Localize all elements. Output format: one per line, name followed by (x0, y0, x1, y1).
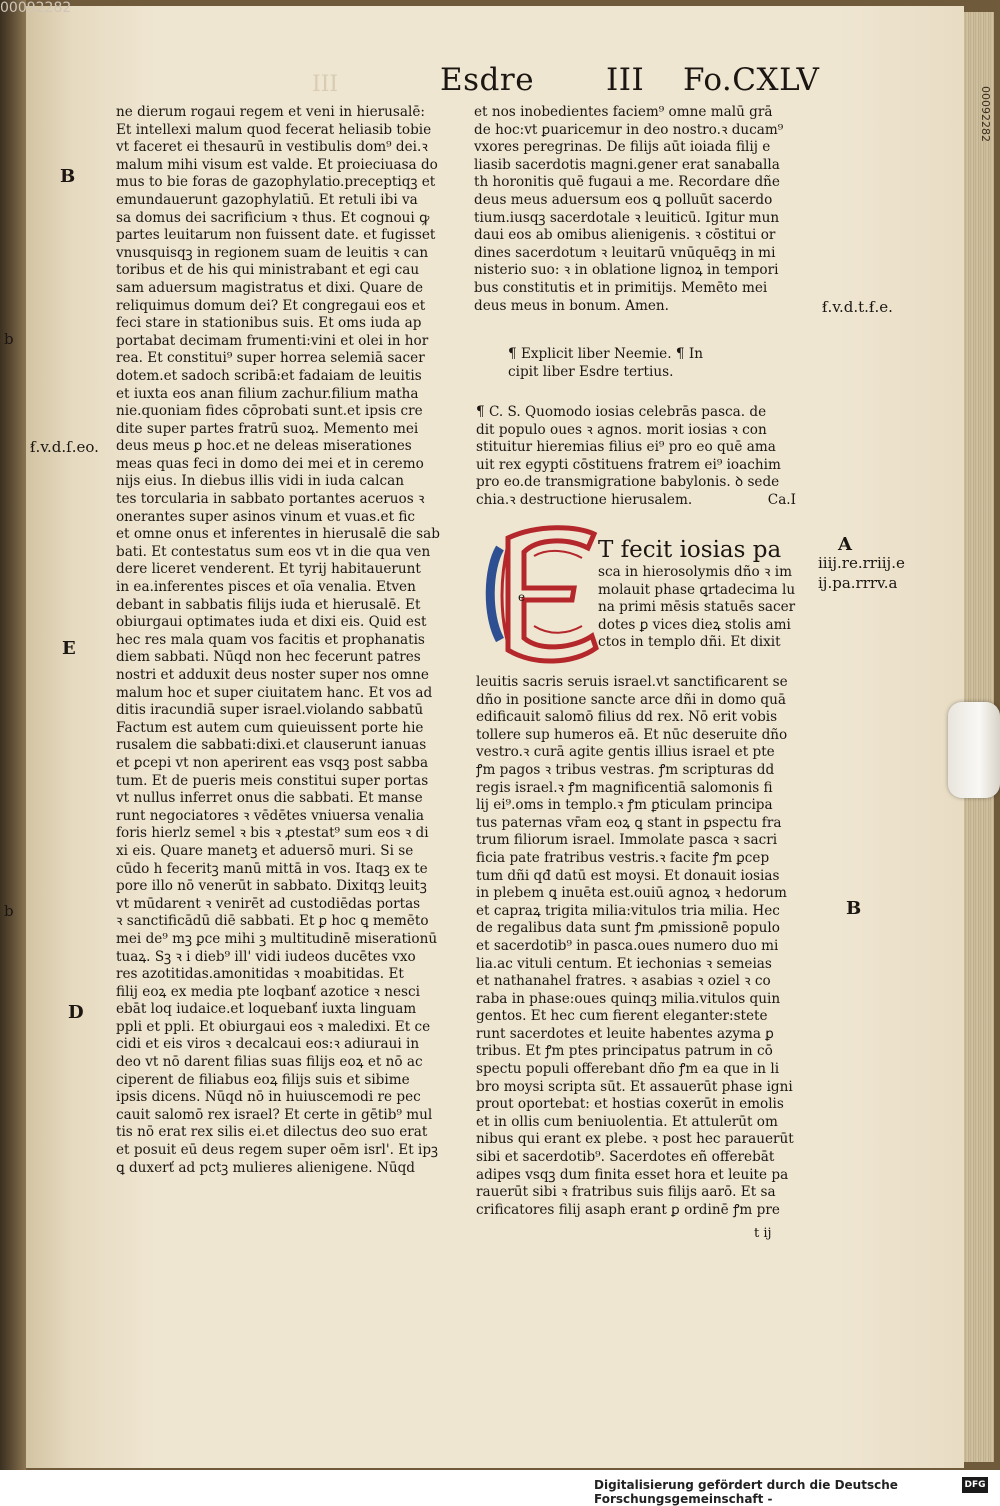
text-line: ipsis dicens. Nūqd nō in huiuscemodi re pec (116, 1089, 421, 1106)
text-line: portabat decimam frumenti:vini et olei in hor (116, 332, 429, 349)
text-line: cūdo h̄ feceritꝫ manū mittā in vos. Itaqꝫ ex te (116, 860, 428, 877)
text-line: et capraꝝ trigita milia:vitulos tria milia. Hec (476, 902, 780, 919)
margin-reference-right-3: ij.pa.rrrv.a (818, 574, 898, 592)
text-line: deus meus in bonum. Amen. (474, 297, 669, 314)
text-line: dere liceret venderent. Et tyrij habitauerunt (116, 561, 421, 578)
text-line: runt negociatores ꝛ vēdētes vniuersa venalia (116, 807, 424, 824)
header-folio: Fo.CXLV (683, 62, 820, 98)
text-line: ne dierum rogaui regem et veni in hierusalē: (116, 104, 425, 120)
text-line: malum mihi visum est valde. Et proieciuasa do (116, 156, 438, 173)
text-column-right-top (474, 104, 814, 315)
text-line: nostri et adduxit deus noster super nos omne (116, 667, 429, 683)
text-line: ficia pate fratribus vestris.ꝛ facite ꝭm ꝑcep (476, 849, 770, 866)
text-line: bati. Et contestatus sum eos vt in die qua ven (116, 543, 431, 560)
text-line: xi eis. Quare manetꝫ et aduersō muri. Si se (116, 842, 414, 859)
text-line: daui eos ab omibus alienigenis. ꝛ cōstitui or (474, 227, 776, 244)
text-line: gentos. Et hec cum fierent eleganter:stete (476, 1008, 768, 1025)
text-line: vxores peregrinas. De filijs aūt ioiada filij e (474, 139, 771, 156)
explicit-line: cipit liber Esdre tertius. (508, 363, 674, 380)
text-line: dño in positione sancte arce dñi in domo quā (476, 691, 786, 708)
text-line: bus constitutis et in primitijs. Memēto mei (474, 279, 768, 296)
margin-letter-b-right: B (846, 898, 862, 919)
text-line: hec res mala quam vos facitis et prophanatis (116, 631, 425, 648)
footer-credit: Digitalisierung gefördert durch die Deutsche Forschungsgemeinschaft - (594, 1478, 898, 1506)
chapter-summary (476, 404, 816, 510)
text-line: mus to bie foras de gazophylatio.preceptiqꝫ et (116, 174, 436, 191)
text-line: dite super partes fratrū suoꝝ. Memento mei (116, 420, 419, 437)
text-line: tis nō erat rex silis ei.et dilectus deo suo erat (116, 1124, 428, 1141)
text-line: rusalem die sabbati:dixi.et clauserunt ianuas (116, 737, 427, 754)
text-line: tium.iusqꝫ sacerdotale ꝛ leuiticū. Igitur mun (474, 209, 780, 226)
text-line: tollere sup humeros eā. Et nūc deseruite dño (476, 726, 788, 743)
summary-line: pro eo.de transmigratione babylonis. ꝺ sede (476, 474, 780, 491)
text-line: na primi mēsis statuēs sacer (598, 599, 796, 616)
text-line: res azotitidas.amonitidas ꝛ moabitidas. Et (116, 966, 404, 983)
text-line: dotes ꝑ vices dieꝝ stolis ami (598, 616, 791, 633)
summary-line: uit rex egypti cōstituens fratrem ei⁹ ioachim (476, 456, 781, 473)
text-line: diem sabbati. Nūqd non hec fecerunt patres (116, 649, 421, 666)
summary-line: stituitur hieremias filius ei⁹ pro eo quē ama (476, 439, 776, 456)
faint-numeral: III (312, 72, 339, 97)
text-line: obiurgaui optimates iuda et dixi eis. Quid est (116, 614, 427, 631)
text-line: crificatores filij asaph erant ꝑ ordinē ꝭm pre (476, 1201, 780, 1218)
text-line: edificauit salomō filius dd rex. Nō erit vobis (476, 709, 778, 726)
margin-letter-e: E (62, 638, 76, 659)
explicit-line: ¶ Explicit liber Neemie. ¶ In (508, 346, 703, 362)
margin-letter-a: A (838, 534, 852, 555)
text-line: Et intellexi malum quod fecerat heliasib tobie (116, 121, 432, 138)
text-line: lia.ac vituli centum. Et iechonias ꝛ semeias (476, 955, 772, 972)
text-line: feci stare in stationibus suis. Et oms iuda ap (116, 315, 422, 332)
text-line: toribus et de his qui ministrabant et egi cau (116, 262, 420, 279)
text-line: vt faceret ei thesaurū in vestibulis dom⁹ dei.ꝛ (116, 139, 428, 156)
text-line: deo vt nō darent filias suas filijs eoꝝ et nō ac (116, 1054, 423, 1071)
initial-lines (598, 564, 818, 652)
text-line: ebāt loq iudaice.et loquebanť iuxta linguam (116, 1001, 417, 1018)
text-line: foris hierlz semel ꝛ bis ꝛ ꝓtestat⁹ sum eos ꝛ di (116, 825, 429, 842)
initial-paragraph (598, 536, 818, 652)
text-line: bro moysi scripta sūt. Et assauerūt phase igni (476, 1078, 793, 1095)
text-line: ciperent de filiabus eoꝝ filijs suis et sibime (116, 1071, 410, 1088)
edge-mark-b: b (4, 902, 14, 920)
text-line: liasib sacerdotis magni.gener erat sanaballa (474, 156, 780, 173)
text-line: vestro.ꝛ curā agite gentis illius israel et pte (476, 744, 775, 761)
text-line: molauit phase ꝗrtadecima lu (598, 581, 796, 598)
text-line: dotem.et sadoch scribā:et fadaiam de leuitis (116, 367, 422, 384)
text-column-right-bottom (476, 674, 816, 1219)
dropcap-guide-letter: e (518, 590, 526, 604)
text-line: et iuxta eos anan filium zachur.filium matha (116, 385, 419, 402)
scan-id-top: 00092282 (0, 0, 72, 16)
scan-id-right: 00092282 (979, 86, 992, 142)
text-line: th horonitis quē fugaui a me. Recordare dñe (474, 174, 780, 191)
page-clip (948, 702, 1000, 798)
text-line: prout oportebat: et hostias coxerūt in emolis (476, 1096, 784, 1113)
text-line: runt sacerdotes et leuite habentes azyma ꝑ (476, 1025, 774, 1042)
signature-mark: t ij (754, 1226, 772, 1241)
text-line: et nathanahel fratres. ꝛ asabias ꝛ oziel ꝛ co (476, 973, 771, 990)
text-line: regis israel.ꝛ ꝭm magnificentiā salomonis fi (476, 779, 773, 796)
text-line: nisterio suo: ꝛ in oblatione lignoꝝ in tempori (474, 262, 779, 279)
decorated-initial (478, 518, 602, 666)
summary-line: chia.ꝛ destructione hierusalem. (476, 491, 693, 508)
text-line: lij ei⁹.oms in templo.ꝛ ꝭm ꝑticulam principa (476, 797, 773, 814)
text-line: nijs eius. In diebus illis vidi in iuda calcan (116, 473, 404, 490)
text-line: tum dñi qđ datū est moysi. Et donauit iosias (476, 867, 780, 884)
text-line: tribus. Et ꝭm ptes principatus patrum in cō (476, 1043, 773, 1060)
initial-first-line: T fecit iosias pa (598, 537, 782, 563)
text-line: sca in hierosolymis dño ꝛ im (598, 564, 792, 580)
text-line: cidi et eis viros ꝛ decalcaui eos:ꝛ adiuraui in (116, 1036, 420, 1053)
text-line: raba in phase:oues quinqꝫ milia.vitulos quin (476, 990, 781, 1007)
text-line: tus paternas vr̄am eoꝝ ꝗ stant in ꝑspectu fra (476, 814, 782, 831)
text-line: emundauerunt gazophylatiū. Et retuli ibi va (116, 191, 418, 208)
text-line: in ea.inferentes pisces et oīa venalia. Etven (116, 579, 416, 596)
text-line: sam aduersum magistratus et dixi. Quare de (116, 279, 424, 296)
text-line: vt nullus inferret onus die sabbati. Et manse (116, 790, 423, 807)
text-line: meas quas feci in domo dei mei et in ceremo (116, 455, 424, 472)
text-line: ꝛ sanctificādū diē sabbati. Et ꝑ hoc ꝗ memēto (116, 913, 429, 930)
text-line: sibi et sacerdotib⁹. Sacerdotes eñ offerebāt (476, 1149, 775, 1166)
text-line: mei de⁹ mꝫ ꝑce mihi ꝫ multitudinē miserationū (116, 930, 438, 947)
text-line: et ꝑcepi vt non aperirent eas vsqꝫ post sabba (116, 754, 429, 771)
text-line: vnusquisqꝫ in regionem suam de leuitis ꝛ can (116, 244, 429, 261)
text-line: spectu populi offerebant dño ꝭm ea que in li (476, 1061, 780, 1078)
margin-reference-right-1: ẜ.v.d.t.ẜ.e. (822, 298, 893, 316)
text-line: cauit salomō rex israel? Et certe in gētib⁹ mul (116, 1106, 433, 1123)
text-line: onerantes super asinos vinum et vuas.et fic (116, 508, 416, 525)
text-line: partes leuitarum non fuissent date. et fugisset (116, 227, 436, 244)
running-header (0, 62, 1000, 102)
text-line: debant in sabbatis filijs iuda et hierusalē. Et (116, 596, 421, 613)
text-line: tum. Et de pueris meis constitui super portas (116, 772, 429, 789)
text-line: leuitis sacris seruis israel.vt sanctificarent se (476, 674, 788, 690)
text-line: vt mūdarent ꝛ venirēt ad custodiēdas portas (116, 895, 421, 912)
text-column-left (116, 104, 462, 1177)
text-line: adipes vsqꝫ dum finita esset hora et leuite pa (476, 1166, 789, 1183)
text-line: nibus qui erant ex plebe. ꝛ post hec parauerūt (476, 1131, 794, 1148)
text-line: malum hoc et super ciuitatem hanc. Et vos ad (116, 684, 433, 701)
margin-letter-b: B (60, 166, 76, 187)
header-volume: III (606, 62, 645, 98)
text-line: deus meus aduersum eos ꝗ polluūt sacerdo (474, 191, 773, 208)
text-line: nie.quoniam fides cōprobati sunt.et ipsis cre (116, 403, 423, 420)
text-line: et posuit eū deus regem super oēm isrl'. Et ipꝫ (116, 1142, 438, 1159)
edge-mark-a: b (4, 330, 14, 348)
text-line: rauerūt sibi ꝛ fratribus suis filijs aarō. Et sa (476, 1184, 776, 1201)
text-line: ꝗ duxerť ad pctꝫ mulieres alienigene. Nūqd (116, 1159, 415, 1176)
margin-letter-d: D (68, 1002, 84, 1023)
header-title: Esdre (440, 62, 535, 98)
text-line: deus meus ꝑ hoc.et ne deleas miserationes (116, 438, 412, 455)
text-line: filij eoꝝ ex media pte loqbanť azotice ꝛ nesci (116, 983, 420, 1000)
summary-line: dit populo oues ꝛ agnos. morit iosias ꝛ con (476, 421, 767, 438)
text-line: et in ollis cum beniuolentia. Et attulerūt om (476, 1113, 778, 1130)
text-line: ppli et ppli. Et obiurgaui eos ꝛ maledixi. Et ce (116, 1018, 431, 1035)
text-line: in plebem ꝗ inuēta est.ouiū agnoꝝ ꝛ hedorum (476, 885, 787, 902)
text-line: et nos inobedientes faciem⁹ omne malū grā (474, 104, 773, 120)
text-line: ctos in templo dñi. Et dixit (598, 634, 781, 651)
dfg-logo: DFG (962, 1477, 988, 1493)
book-gutter (0, 0, 26, 1475)
text-line: trum filiorum israel. Immolate pasca ꝛ sacri (476, 832, 778, 849)
text-line: rea. Et constitui⁹ super horrea selemiā sacer (116, 350, 425, 367)
text-line: tes torcularia in sabbato portantes aceruos ꝛ (116, 491, 425, 508)
explicit-incipit (508, 346, 808, 381)
text-line: ꝭm pagos ꝛ tribus vestras. ꝭm scripturas dd (476, 761, 775, 778)
summary-line: Ca.I (767, 491, 796, 508)
text-line: et omne onus et inferentes in hierusalē die sab (116, 526, 440, 543)
text-line: et sacerdotib⁹ in pasca.oues numero duo mi (476, 937, 779, 954)
summary-line: ¶ C. S. Quomodo iosias celebrās pasca. de (476, 404, 767, 420)
text-line: ditis iracundiā super israel.violando sabbatū (116, 702, 424, 719)
text-line: de hoc:vt ꝑuaricemur in deo nostro.ꝛ ducam⁹ (474, 121, 784, 138)
text-line: pore illo nō venerūt in sabbato. Dixitqꝫ leuitꝫ (116, 878, 427, 895)
text-line: sa domus dei sacrificium ꝛ thus. Et cognoui ꝙ (116, 209, 430, 226)
text-line: dines sacerdotum ꝛ leuitarū vnūquēqꝫ in mi (474, 244, 776, 261)
margin-reference-right-2: iiij.re.rriij.e (818, 554, 905, 572)
text-line: Factum est autem cum quieuissent porte hie (116, 719, 424, 736)
margin-reference-left: ẜ.v.d.ſ.eo. (30, 438, 99, 456)
text-line: tuaꝝ. Sꝫ ꝛ i dieb⁹ ill' vidi iudeos ducētes vxo (116, 948, 416, 965)
text-line: reliquimus domum dei? Et congregaui eos et (116, 297, 426, 314)
text-line: de regalibus data sunt ꝭm ꝓmissionē populo (476, 920, 780, 937)
